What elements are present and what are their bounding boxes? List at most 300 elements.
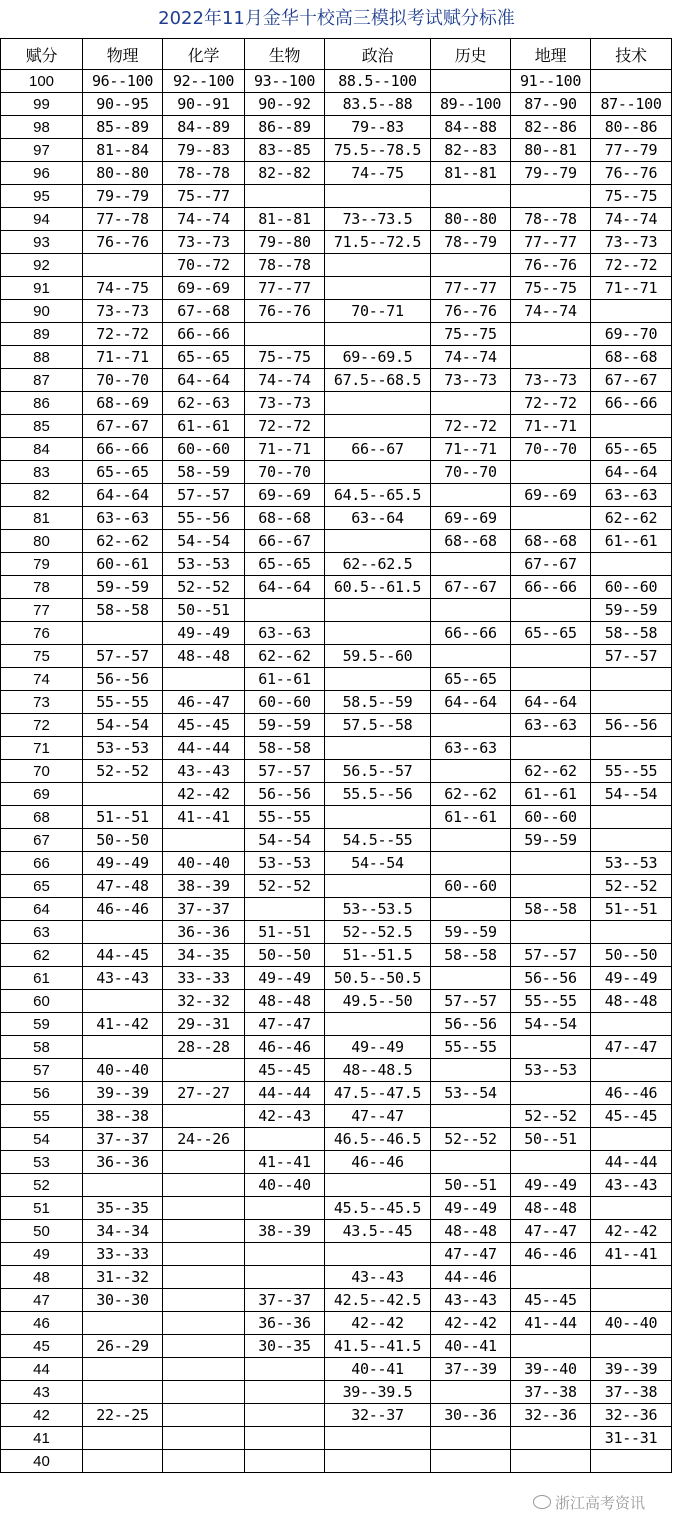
score-cell: 66 (1, 852, 83, 875)
range-cell: 22--25 (83, 1404, 163, 1427)
range-cell: 74--74 (511, 300, 591, 323)
range-cell: 56--56 (431, 1013, 511, 1036)
range-cell (245, 1243, 325, 1266)
range-cell: 39--39.5 (325, 1381, 431, 1404)
range-cell (511, 599, 591, 622)
score-cell: 55 (1, 1105, 83, 1128)
range-cell (511, 507, 591, 530)
range-cell: 66--66 (511, 576, 591, 599)
score-cell: 78 (1, 576, 83, 599)
range-cell (83, 1381, 163, 1404)
range-cell: 28--28 (163, 1036, 245, 1059)
range-cell (245, 185, 325, 208)
range-cell: 73--73 (163, 231, 245, 254)
range-cell (245, 1128, 325, 1151)
table-row (1, 116, 672, 139)
range-cell: 68--68 (245, 507, 325, 530)
range-cell: 64.5--65.5 (325, 484, 431, 507)
range-cell: 44--45 (83, 944, 163, 967)
range-cell (511, 852, 591, 875)
range-cell: 37--38 (511, 1381, 591, 1404)
range-cell: 52--52 (511, 1105, 591, 1128)
range-cell: 83.5--88 (325, 93, 431, 116)
score-cell: 72 (1, 714, 83, 737)
range-cell: 50--51 (163, 599, 245, 622)
range-cell: 76--76 (83, 231, 163, 254)
range-cell (325, 622, 431, 645)
range-cell: 62--62 (431, 783, 511, 806)
range-cell (163, 1243, 245, 1266)
range-cell: 26--29 (83, 1335, 163, 1358)
range-cell: 73--73 (431, 369, 511, 392)
range-cell: 37--37 (245, 1289, 325, 1312)
range-cell (325, 1427, 431, 1450)
score-cell: 64 (1, 898, 83, 921)
range-cell: 51--51.5 (325, 944, 431, 967)
range-cell: 51--51 (591, 898, 672, 921)
score-cell: 91 (1, 277, 83, 300)
range-cell (511, 1082, 591, 1105)
range-cell (325, 323, 431, 346)
range-cell: 58--58 (511, 898, 591, 921)
range-cell (591, 921, 672, 944)
range-cell (591, 737, 672, 760)
range-cell: 55.5--56 (325, 783, 431, 806)
range-cell: 32--32 (163, 990, 245, 1013)
range-cell: 49--49 (245, 967, 325, 990)
range-cell (83, 990, 163, 1013)
range-cell (163, 1266, 245, 1289)
range-cell: 70--70 (431, 461, 511, 484)
range-cell: 47--47 (325, 1105, 431, 1128)
range-cell (431, 185, 511, 208)
range-cell: 92--100 (163, 70, 245, 93)
range-cell: 42--42 (325, 1312, 431, 1335)
range-cell: 65--65 (431, 668, 511, 691)
column-header: 历史 (431, 39, 511, 70)
range-cell: 39--40 (511, 1358, 591, 1381)
range-cell: 58--58 (591, 622, 672, 645)
range-cell (163, 1151, 245, 1174)
score-cell: 96 (1, 162, 83, 185)
range-cell: 71--71 (591, 277, 672, 300)
range-cell: 67--67 (431, 576, 511, 599)
range-cell: 47--47 (511, 1220, 591, 1243)
range-cell (163, 1358, 245, 1381)
range-cell: 42--42 (591, 1220, 672, 1243)
range-cell: 61--61 (511, 783, 591, 806)
range-cell: 65--65 (591, 438, 672, 461)
range-cell (431, 852, 511, 875)
range-cell: 51--51 (83, 806, 163, 829)
score-cell: 75 (1, 645, 83, 668)
table-row (1, 1312, 672, 1335)
range-cell: 49--49 (325, 1036, 431, 1059)
range-cell: 52--52 (163, 576, 245, 599)
range-cell: 53--53 (245, 852, 325, 875)
score-cell: 47 (1, 1289, 83, 1312)
range-cell: 50--50 (245, 944, 325, 967)
range-cell (511, 1335, 591, 1358)
range-cell: 54--54 (83, 714, 163, 737)
range-cell: 49.5--50 (325, 990, 431, 1013)
range-cell: 82--86 (511, 116, 591, 139)
range-cell: 67--67 (83, 415, 163, 438)
range-cell (591, 691, 672, 714)
score-cell: 50 (1, 1220, 83, 1243)
table-row (1, 1197, 672, 1220)
table-row (1, 438, 672, 461)
table-row (1, 622, 672, 645)
range-cell: 39--39 (83, 1082, 163, 1105)
range-cell: 65--65 (511, 622, 591, 645)
range-cell: 69--69.5 (325, 346, 431, 369)
range-cell: 71--71 (431, 438, 511, 461)
range-cell: 87--100 (591, 93, 672, 116)
range-cell: 43--43 (325, 1266, 431, 1289)
range-cell: 53--54 (431, 1082, 511, 1105)
range-cell (325, 392, 431, 415)
score-cell: 81 (1, 507, 83, 530)
range-cell (245, 898, 325, 921)
range-cell: 38--39 (163, 875, 245, 898)
table-row (1, 691, 672, 714)
range-cell: 41--44 (511, 1312, 591, 1335)
score-cell: 63 (1, 921, 83, 944)
table-row (1, 277, 672, 300)
range-cell (511, 1036, 591, 1059)
range-cell (163, 829, 245, 852)
range-cell: 70--70 (245, 461, 325, 484)
range-cell (325, 277, 431, 300)
range-cell: 55--55 (245, 806, 325, 829)
range-cell: 66--66 (431, 622, 511, 645)
table-row (1, 576, 672, 599)
range-cell: 71--71 (83, 346, 163, 369)
range-cell: 57--57 (163, 484, 245, 507)
table-row (1, 1427, 672, 1450)
range-cell: 48--48 (431, 1220, 511, 1243)
range-cell: 81--81 (245, 208, 325, 231)
range-cell: 90--91 (163, 93, 245, 116)
range-cell: 41--41 (163, 806, 245, 829)
range-cell (163, 1289, 245, 1312)
table-row (1, 323, 672, 346)
score-cell: 97 (1, 139, 83, 162)
range-cell (245, 1404, 325, 1427)
range-cell: 30--30 (83, 1289, 163, 1312)
range-cell: 76--76 (511, 254, 591, 277)
range-cell: 68--68 (431, 530, 511, 553)
range-cell (591, 1289, 672, 1312)
range-cell: 48--48.5 (325, 1059, 431, 1082)
range-cell (591, 1335, 672, 1358)
table-row (1, 231, 672, 254)
table-row (1, 1220, 672, 1243)
score-cell: 44 (1, 1358, 83, 1381)
range-cell: 90--92 (245, 93, 325, 116)
range-cell: 54--54 (163, 530, 245, 553)
range-cell: 90--95 (83, 93, 163, 116)
range-cell: 79--79 (511, 162, 591, 185)
range-cell: 78--79 (431, 231, 511, 254)
range-cell: 43--43 (431, 1289, 511, 1312)
range-cell: 53--53 (83, 737, 163, 760)
table-row (1, 760, 672, 783)
range-cell: 59--59 (431, 921, 511, 944)
range-cell (245, 1427, 325, 1450)
range-cell: 86--89 (245, 116, 325, 139)
table-row (1, 1289, 672, 1312)
range-cell: 46--46 (511, 1243, 591, 1266)
range-cell: 40--40 (163, 852, 245, 875)
range-cell: 69--69 (511, 484, 591, 507)
range-cell (431, 967, 511, 990)
range-cell (431, 1427, 511, 1450)
table-row (1, 1105, 672, 1128)
range-cell (163, 1381, 245, 1404)
range-cell: 44--44 (163, 737, 245, 760)
range-cell: 69--70 (591, 323, 672, 346)
score-cell: 67 (1, 829, 83, 852)
page-title: 2022年11月金华十校高三模拟考试赋分标准 (158, 8, 515, 29)
table-row (1, 852, 672, 875)
range-cell: 53--53 (163, 553, 245, 576)
table-row (1, 162, 672, 185)
range-cell (163, 1174, 245, 1197)
range-cell: 73--73.5 (325, 208, 431, 231)
range-cell: 62--62 (511, 760, 591, 783)
table-row (1, 1082, 672, 1105)
score-cell: 98 (1, 116, 83, 139)
range-cell: 77--77 (431, 277, 511, 300)
score-cell: 69 (1, 783, 83, 806)
range-cell: 89--100 (431, 93, 511, 116)
range-cell: 37--38 (591, 1381, 672, 1404)
score-cell: 45 (1, 1335, 83, 1358)
range-cell: 96--100 (83, 70, 163, 93)
score-cell: 82 (1, 484, 83, 507)
range-cell (245, 1358, 325, 1381)
range-cell: 37--37 (83, 1128, 163, 1151)
range-cell: 50--50 (591, 944, 672, 967)
range-cell (591, 70, 672, 93)
range-cell: 62--62 (83, 530, 163, 553)
range-cell: 80--81 (511, 139, 591, 162)
range-cell: 52--52 (431, 1128, 511, 1151)
range-cell: 66--67 (245, 530, 325, 553)
range-cell: 42--42 (431, 1312, 511, 1335)
score-cell: 43 (1, 1381, 83, 1404)
range-cell: 87--90 (511, 93, 591, 116)
range-cell: 55--55 (591, 760, 672, 783)
range-cell: 61--61 (431, 806, 511, 829)
range-cell: 77--77 (245, 277, 325, 300)
range-cell: 44--46 (431, 1266, 511, 1289)
range-cell (431, 1450, 511, 1473)
score-cell: 99 (1, 93, 83, 116)
table-row (1, 507, 672, 530)
range-cell: 45.5--45.5 (325, 1197, 431, 1220)
range-cell: 37--39 (431, 1358, 511, 1381)
range-cell: 63--63 (431, 737, 511, 760)
range-cell (431, 645, 511, 668)
range-cell: 48--48 (163, 645, 245, 668)
range-cell: 57.5--58 (325, 714, 431, 737)
range-cell: 50--51 (511, 1128, 591, 1151)
table-row (1, 185, 672, 208)
range-cell (325, 530, 431, 553)
range-cell (325, 254, 431, 277)
range-cell (591, 300, 672, 323)
range-cell: 73--73 (591, 231, 672, 254)
range-cell: 70--70 (83, 369, 163, 392)
range-cell: 44--44 (591, 1151, 672, 1174)
range-cell (591, 829, 672, 852)
table-row (1, 921, 672, 944)
range-cell: 58--58 (83, 599, 163, 622)
table-row (1, 208, 672, 231)
range-cell: 59.5--60 (325, 645, 431, 668)
range-cell (431, 553, 511, 576)
range-cell: 73--73 (511, 369, 591, 392)
range-cell (431, 898, 511, 921)
range-cell: 66--66 (163, 323, 245, 346)
range-cell (431, 254, 511, 277)
range-cell: 72--72 (591, 254, 672, 277)
score-cell: 49 (1, 1243, 83, 1266)
range-cell: 72--72 (431, 415, 511, 438)
range-cell: 80--86 (591, 116, 672, 139)
range-cell: 77--77 (511, 231, 591, 254)
score-cell: 92 (1, 254, 83, 277)
range-cell: 39--39 (591, 1358, 672, 1381)
range-cell: 57--57 (431, 990, 511, 1013)
score-cell: 79 (1, 553, 83, 576)
range-cell: 57--57 (245, 760, 325, 783)
range-cell (83, 783, 163, 806)
range-cell: 71--71 (511, 415, 591, 438)
range-cell: 58--59 (163, 461, 245, 484)
range-cell: 48--48 (245, 990, 325, 1013)
range-cell: 58.5--59 (325, 691, 431, 714)
range-cell: 81--81 (431, 162, 511, 185)
range-cell (511, 875, 591, 898)
range-cell: 83--85 (245, 139, 325, 162)
range-cell: 38--38 (83, 1105, 163, 1128)
range-cell: 91--100 (511, 70, 591, 93)
range-cell: 60--60 (163, 438, 245, 461)
watermark-text: 浙江高考资讯 (555, 1493, 646, 1512)
range-cell: 54.5--55 (325, 829, 431, 852)
range-cell: 88.5--100 (325, 70, 431, 93)
range-cell (431, 1381, 511, 1404)
score-cell: 60 (1, 990, 83, 1013)
range-cell: 44--44 (245, 1082, 325, 1105)
range-cell (591, 553, 672, 576)
range-cell: 79--80 (245, 231, 325, 254)
range-cell: 55--55 (431, 1036, 511, 1059)
table-row (1, 1174, 672, 1197)
table-row (1, 369, 672, 392)
table-row (1, 484, 672, 507)
range-cell: 58--58 (431, 944, 511, 967)
range-cell: 74--74 (591, 208, 672, 231)
range-cell: 47--47 (591, 1036, 672, 1059)
range-cell (83, 1427, 163, 1450)
range-cell (431, 1105, 511, 1128)
range-cell: 79--79 (83, 185, 163, 208)
range-cell: 52--52.5 (325, 921, 431, 944)
range-cell (245, 1197, 325, 1220)
score-cell: 56 (1, 1082, 83, 1105)
range-cell (511, 1450, 591, 1473)
range-cell: 61--61 (591, 530, 672, 553)
table-row (1, 461, 672, 484)
range-cell (325, 415, 431, 438)
range-cell: 67.5--68.5 (325, 369, 431, 392)
score-cell: 95 (1, 185, 83, 208)
range-cell: 40--40 (245, 1174, 325, 1197)
range-cell (83, 1450, 163, 1473)
range-cell (511, 1427, 591, 1450)
range-cell: 84--89 (163, 116, 245, 139)
range-cell (83, 254, 163, 277)
range-cell: 67--67 (591, 369, 672, 392)
range-cell: 41--41 (591, 1243, 672, 1266)
score-cell: 84 (1, 438, 83, 461)
column-header: 生物 (245, 39, 325, 70)
score-cell: 74 (1, 668, 83, 691)
range-cell (83, 1174, 163, 1197)
range-cell (325, 599, 431, 622)
range-cell: 53--53 (511, 1059, 591, 1082)
range-cell: 34--34 (83, 1220, 163, 1243)
table-row (1, 1358, 672, 1381)
range-cell: 30--36 (431, 1404, 511, 1427)
range-cell: 52--52 (83, 760, 163, 783)
range-cell (431, 70, 511, 93)
range-cell: 78--78 (245, 254, 325, 277)
range-cell: 71.5--72.5 (325, 231, 431, 254)
range-cell (325, 875, 431, 898)
table-row (1, 645, 672, 668)
score-cell: 57 (1, 1059, 83, 1082)
table-row (1, 1266, 672, 1289)
score-cell: 41 (1, 1427, 83, 1450)
range-cell: 76--76 (431, 300, 511, 323)
range-cell: 40--40 (591, 1312, 672, 1335)
range-cell: 60--61 (83, 553, 163, 576)
range-cell: 64--64 (83, 484, 163, 507)
range-cell: 36--36 (163, 921, 245, 944)
score-cell: 89 (1, 323, 83, 346)
range-cell: 82--82 (245, 162, 325, 185)
range-cell (511, 323, 591, 346)
range-cell: 82--83 (431, 139, 511, 162)
table-row (1, 714, 672, 737)
score-cell: 93 (1, 231, 83, 254)
range-cell (511, 461, 591, 484)
range-cell: 67--68 (163, 300, 245, 323)
range-cell: 67--67 (511, 553, 591, 576)
range-cell: 69--69 (163, 277, 245, 300)
range-cell (511, 185, 591, 208)
score-cell: 62 (1, 944, 83, 967)
range-cell: 74--74 (163, 208, 245, 231)
table-row (1, 392, 672, 415)
range-cell: 43--43 (163, 760, 245, 783)
